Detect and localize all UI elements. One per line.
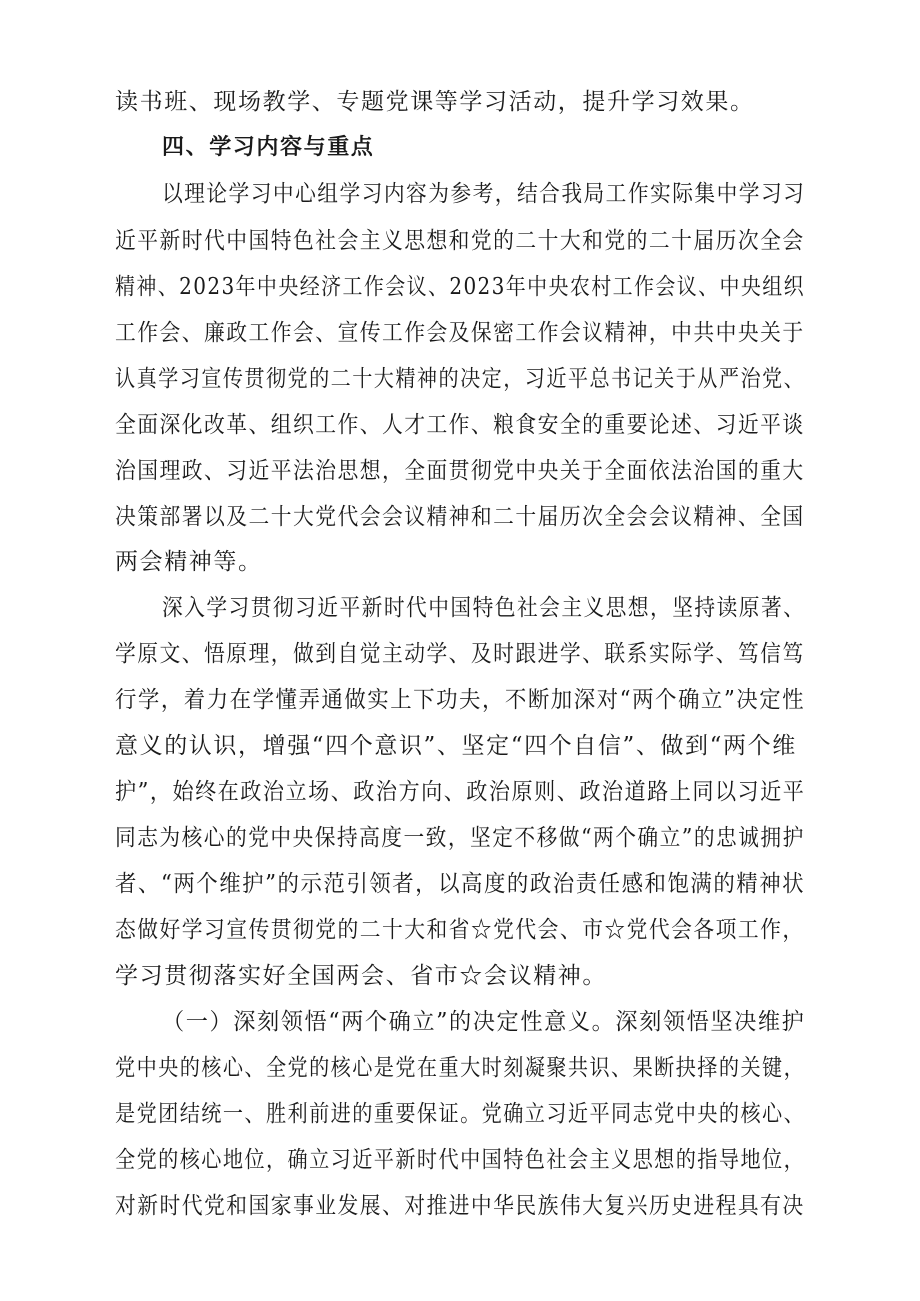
paragraph-first-line: 深入学习贯彻习近平新时代中国特色社会主义思想，坚持读原著、 [162, 595, 806, 621]
text-line: 工作会、廉政工作会、宣传工作会及保密工作会议精神，中共中央关于 [115, 320, 805, 346]
text-line: 两会精神等。 [115, 549, 263, 575]
paragraph-first-line: 以理论学习中心组学习内容为参考，结合我局工作实际集中学习习 [162, 181, 806, 207]
text-line: 近平新时代中国特色社会主义思想和党的二十大和党的二十届历次全会 [115, 228, 805, 254]
text-line: 认真学习宣传贯彻党的二十大精神的决定，习近平总书记关于从严治党、 [115, 366, 806, 392]
text-line: 护”，始终在政治立场、政治方向、政治原则、政治道路上同以习近平 [115, 779, 806, 805]
text-line: 全面深化改革、组织工作、人才工作、粮食安全的重要论述、习近平谈 [115, 412, 805, 438]
text-line: 者、“两个维护”的示范引领者，以高度的政治责任感和饱满的精神状 [115, 871, 806, 897]
text-line: 对新时代党和国家事业发展、对推进中华民族伟大复兴历史进程具有决 [115, 1193, 805, 1219]
text-line: 读书班、现场教学、专题党课等学习活动，提升学习效果。 [115, 89, 755, 115]
text-line: 是党团结统一、胜利前进的重要保证。党确立习近平同志党中央的核心、 [115, 1101, 806, 1127]
text-line: 学习贯彻落实好全国两会、省市☆会议精神。 [115, 963, 607, 989]
text-line: 精神、2023年中央经济工作会议、2023年中央农村工作会议、中央组织 [115, 274, 806, 300]
text-line: 学原文、悟原理，做到自觉主动学、及时跟进学、联系实际学、笃信笃 [115, 641, 805, 667]
text-line: 治国理政、习近平法治思想，全面贯彻党中央关于全面依法治国的重大 [115, 458, 805, 484]
section-heading: 四、学习内容与重点 [162, 135, 375, 160]
text-line: 同志为核心的党中央保持高度一致，坚定不移做“两个确立”的忠诚拥护 [115, 825, 805, 851]
text-line: 行学，着力在学懂弄通做实上下功夫，不断加深对“两个确立”决定性 [115, 687, 806, 713]
text-line: 党中央的核心、全党的核心是党在重大时刻凝聚共识、果断抉择的关键， [115, 1055, 806, 1081]
text-line: 全党的核心地位，确立习近平新时代中国特色社会主义思想的指导地位， [115, 1147, 806, 1173]
text-line: 态做好学习宣传贯彻党的二十大和省☆党代会、市☆党代会各项工作， [115, 917, 805, 943]
text-line: 决策部署以及二十大党代会会议精神和二十届历次全会会议精神、全国 [115, 504, 805, 530]
text-line: 意义的认识，增强“四个意识”、坚定“四个自信”、做到“两个维 [115, 733, 797, 759]
paragraph-first-line: （一）深刻领悟“两个确立”的决定性意义。深刻领悟坚决维护 [162, 1009, 806, 1035]
